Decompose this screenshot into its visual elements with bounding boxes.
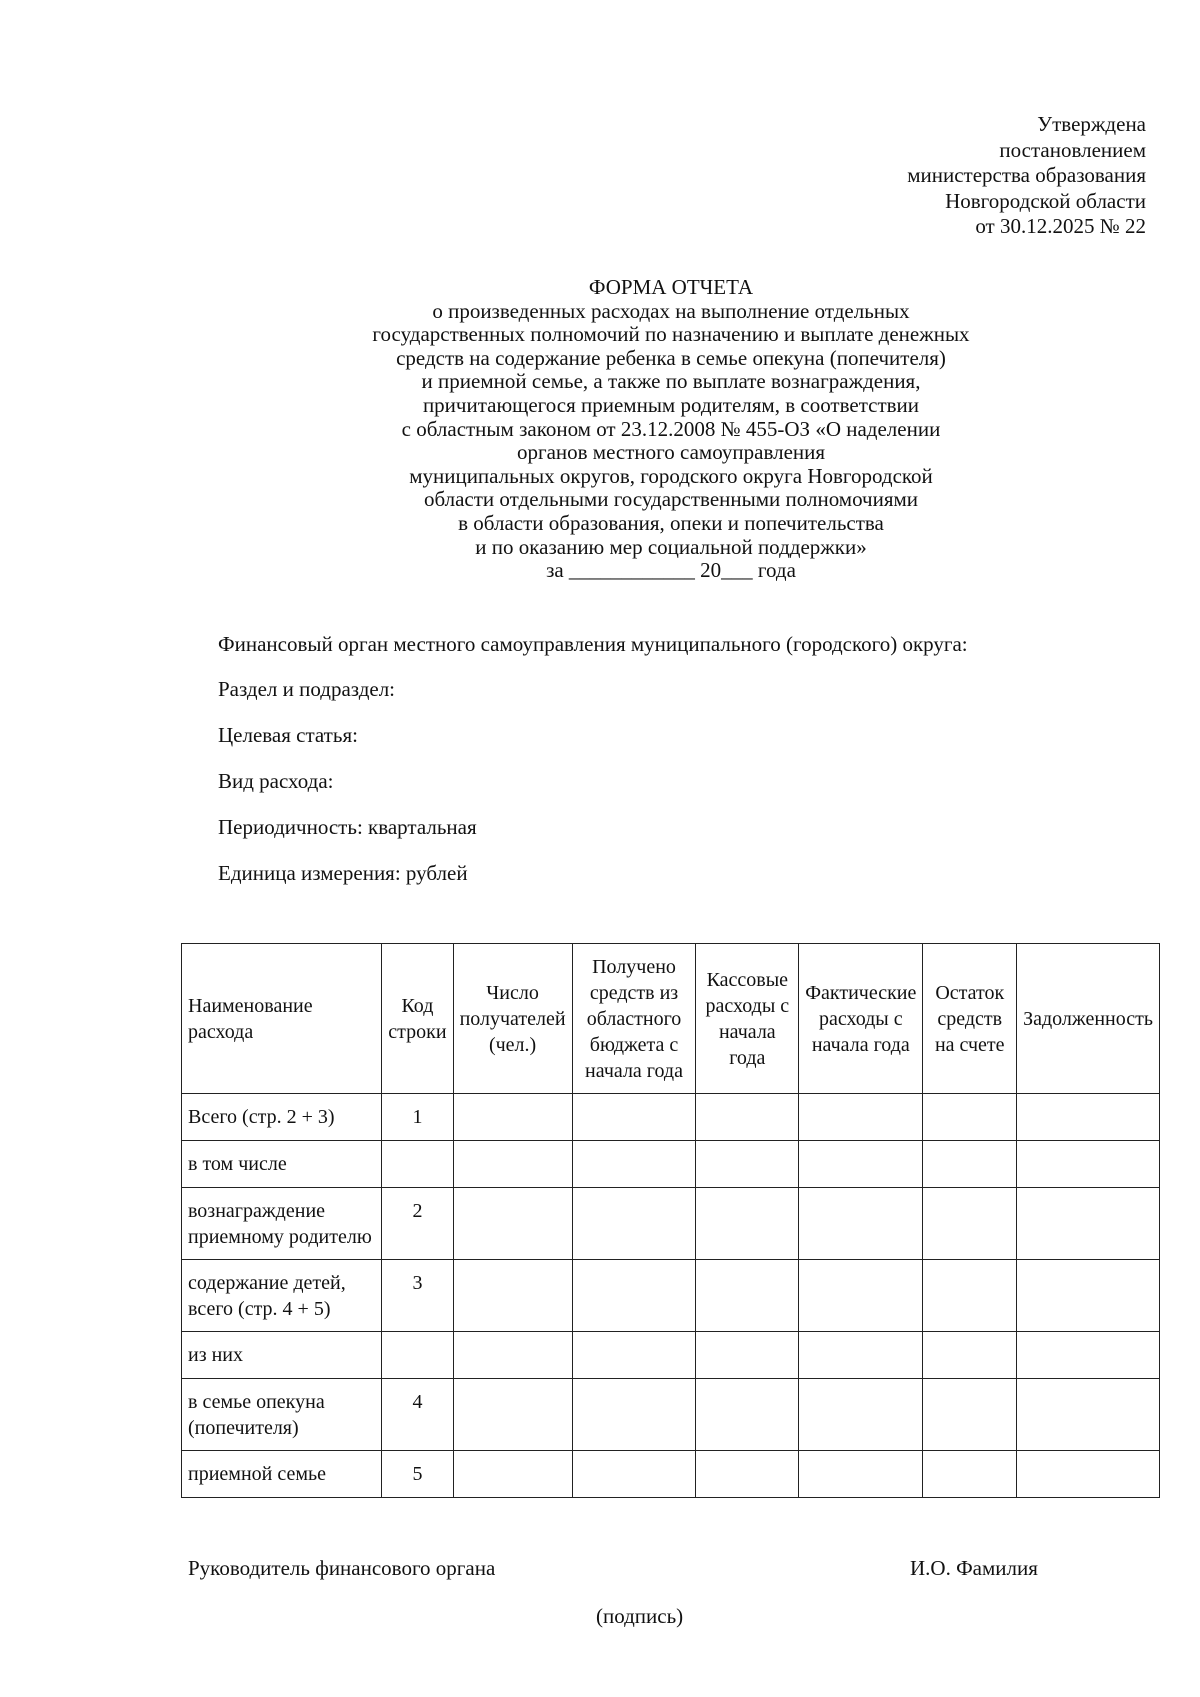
approval-stamp — [907, 112, 1146, 240]
cell-empty — [1017, 1141, 1160, 1188]
cell-empty — [1017, 1094, 1160, 1141]
cell-empty — [453, 1188, 572, 1260]
cell-empty — [1017, 1260, 1160, 1332]
row-code: 1 — [382, 1094, 453, 1141]
cell-empty — [572, 1141, 696, 1188]
signature-caption: (подпись) — [596, 1604, 684, 1628]
cell-empty — [923, 1260, 1017, 1332]
cell-empty — [696, 1451, 799, 1498]
row-name: из них — [182, 1332, 382, 1379]
cell-empty — [799, 1260, 923, 1332]
cell-empty — [696, 1094, 799, 1141]
cell-empty — [696, 1332, 799, 1379]
form-subtitle-line: с областным законом от 23.12.2008 № 455-ОЗ «О наделении — [401, 416, 941, 441]
cell-empty — [1017, 1332, 1160, 1379]
form-subtitle-line: государственных полномочий по назначению и выплате денежных — [372, 322, 970, 347]
cell-empty — [799, 1379, 923, 1451]
info-target-article: Целевая статья: — [218, 723, 358, 747]
cell-empty — [799, 1094, 923, 1141]
cell-empty — [1017, 1451, 1160, 1498]
info-expense-type: Вид расхода: — [218, 769, 334, 793]
table-row — [182, 1260, 1160, 1332]
cell-empty — [799, 1332, 923, 1379]
approval-line: от 30.12.2025 № 22 — [975, 214, 1146, 238]
form-subtitle-line: муниципальных округов, городского округа Новгородской — [409, 463, 933, 488]
header-actual-expenses: Фактические расходы с начала года — [799, 944, 923, 1094]
cell-empty — [696, 1379, 799, 1451]
table-row — [182, 1094, 1160, 1141]
info-section: Раздел и подраздел: — [218, 677, 396, 701]
cell-empty — [453, 1451, 572, 1498]
header-debt: Задолженность — [1017, 944, 1160, 1094]
row-code: 2 — [382, 1188, 453, 1260]
row-code — [382, 1332, 453, 1379]
form-subtitle-line: о произведенных расходах на выполнение отдельных — [432, 298, 910, 323]
row-code: 3 — [382, 1260, 453, 1332]
row-name: Всего (стр. 2 + 3) — [182, 1094, 382, 1141]
cell-empty — [696, 1260, 799, 1332]
row-code — [382, 1141, 453, 1188]
row-name: в семье опекуна (попечителя) — [182, 1379, 382, 1451]
form-subtitle-line: органов местного самоуправления — [516, 440, 826, 465]
approval-line: Новгородской области — [945, 188, 1146, 213]
form-subtitle-line: и приемной семье, а также по выплате вознаграждения, — [421, 369, 921, 394]
header-row-code: Код строки — [382, 944, 453, 1094]
table-row — [182, 1141, 1160, 1188]
signature-position: Руководитель финансового органа — [188, 1556, 496, 1580]
cell-empty — [923, 1332, 1017, 1379]
cell-empty — [572, 1332, 696, 1379]
form-subtitle-line: в области образования, опеки и попечительства — [458, 510, 884, 535]
table-row — [182, 1451, 1160, 1498]
cell-empty — [923, 1094, 1017, 1141]
table-row — [182, 1188, 1160, 1260]
info-periodicity: Периодичность: квартальная — [218, 815, 477, 839]
cell-empty — [799, 1451, 923, 1498]
cell-empty — [453, 1260, 572, 1332]
cell-empty — [572, 1379, 696, 1451]
form-title-block — [0, 276, 1200, 583]
cell-empty — [572, 1188, 696, 1260]
cell-empty — [923, 1451, 1017, 1498]
info-financial-body: Финансовый орган местного самоуправления муниципального (городского) округа: — [218, 632, 968, 656]
header-received-funds: Получено средств из областного бюджета с начала года — [572, 944, 696, 1094]
cell-empty — [1017, 1188, 1160, 1260]
form-subtitle-line: и по оказанию мер социальной поддержки» — [475, 534, 867, 559]
header-expense-name: Наименование расхода — [182, 944, 382, 1094]
cell-empty — [453, 1141, 572, 1188]
cell-empty — [453, 1332, 572, 1379]
approval-line: Утверждена — [1037, 112, 1146, 136]
table-header-row — [182, 944, 1160, 1094]
form-subtitle-line: области отдельными государственными полномочиями — [423, 487, 919, 512]
row-name: содержание детей, всего (стр. 4 + 5) — [182, 1260, 382, 1332]
cell-empty — [923, 1379, 1017, 1451]
form-subtitle-line: причитающегося приемным родителям, в соответствии — [422, 392, 920, 417]
cell-empty — [1017, 1379, 1160, 1451]
info-unit: Единица измерения: рублей — [218, 861, 468, 885]
row-name: приемной семье — [182, 1451, 382, 1498]
cell-empty — [572, 1451, 696, 1498]
form-subtitle-line: средств на содержание ребенка в семье опекуна (попечителя) — [396, 345, 946, 370]
form-title: ФОРМА ОТЧЕТА — [588, 275, 754, 299]
cell-empty — [923, 1188, 1017, 1260]
cell-empty — [572, 1260, 696, 1332]
signature-name: И.О. Фамилия — [910, 1556, 1038, 1580]
period-line: за ____________ 20___ года — [546, 558, 796, 583]
row-code: 4 — [382, 1379, 453, 1451]
table-row — [182, 1332, 1160, 1379]
cell-empty — [453, 1094, 572, 1141]
table-row — [182, 1379, 1160, 1451]
row-code: 5 — [382, 1451, 453, 1498]
cell-empty — [799, 1141, 923, 1188]
row-name: вознаграждение приемному родителю — [182, 1188, 382, 1260]
approval-line: министерства образования — [907, 163, 1146, 187]
cell-empty — [572, 1094, 696, 1141]
cell-empty — [453, 1379, 572, 1451]
cell-empty — [923, 1141, 1017, 1188]
header-account-balance: Остаток средств на счете — [923, 944, 1017, 1094]
approval-line: постановлением — [999, 137, 1146, 162]
cell-empty — [799, 1188, 923, 1260]
cell-empty — [696, 1141, 799, 1188]
row-name: в том числе — [182, 1141, 382, 1188]
header-cash-expenses: Кассовые расходы с начала года — [696, 944, 799, 1094]
cell-empty — [696, 1188, 799, 1260]
header-recipients: Число получателей (чел.) — [453, 944, 572, 1094]
expense-report-table — [181, 943, 1160, 1498]
